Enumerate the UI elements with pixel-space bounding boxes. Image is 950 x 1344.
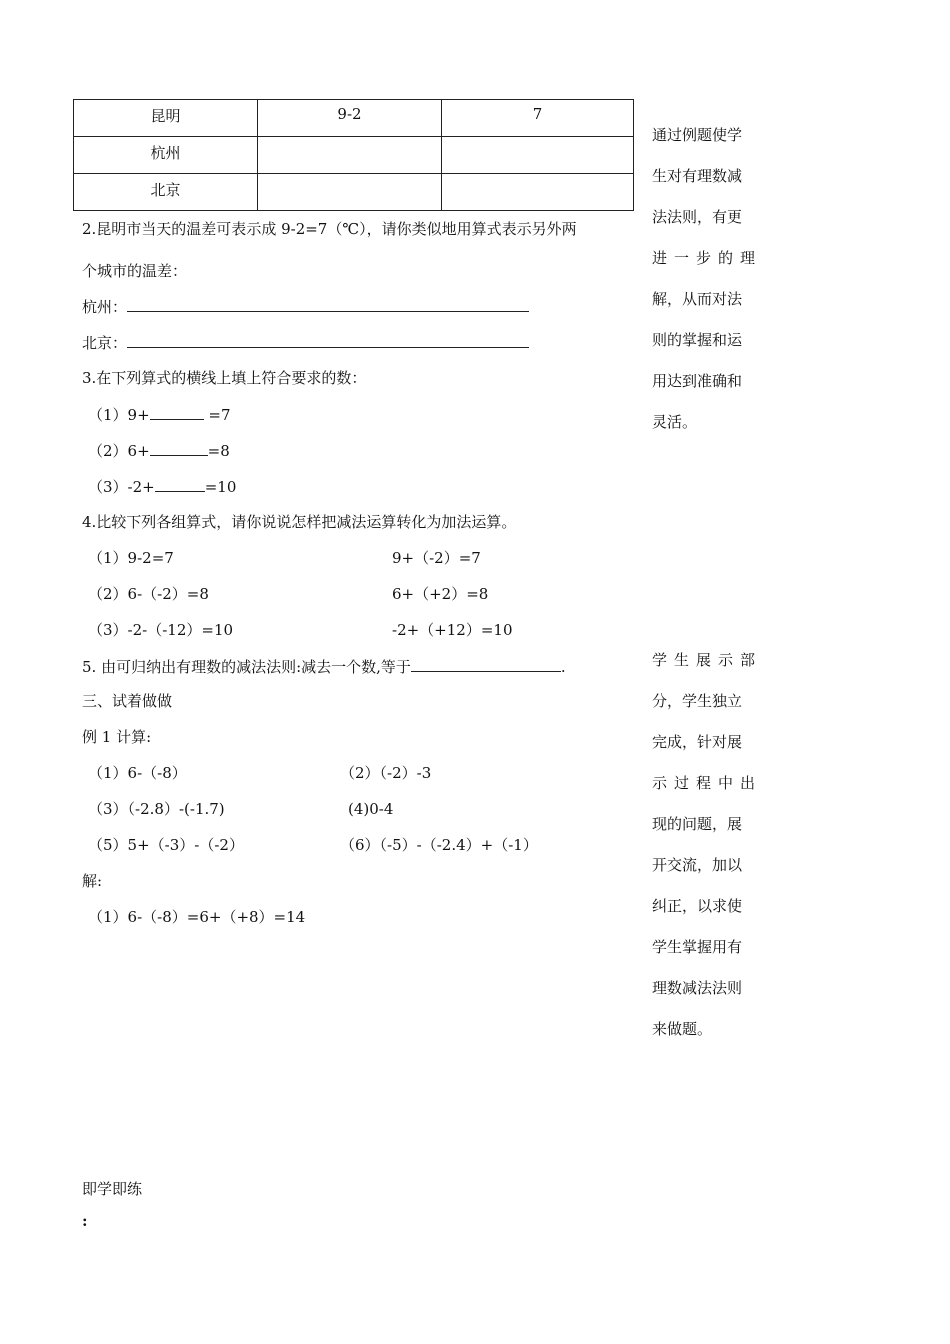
- side-note-line: 则的掌握和运: [652, 331, 743, 349]
- q3-item-2-suffix: =8: [207, 442, 230, 460]
- q5-suffix: .: [560, 658, 566, 676]
- example-item-2: （2）（-2）-3: [340, 764, 432, 782]
- hangzhou-answer-line[interactable]: [82, 296, 529, 317]
- side-note-line: 进一步的理: [652, 249, 763, 267]
- solution-label: 解:: [82, 872, 103, 890]
- side-note-1: [652, 115, 763, 443]
- q3-item-1-suffix: =7: [203, 406, 231, 424]
- q5-line: [82, 656, 566, 677]
- q3-item-1-blank[interactable]: [150, 404, 204, 420]
- side-note-line: 来做题。: [652, 1020, 713, 1038]
- difference-cell: [442, 174, 634, 211]
- example-item-4: (4)0-4: [348, 800, 394, 818]
- table-row: [74, 137, 634, 174]
- practice-colon: :: [82, 1212, 88, 1230]
- q3-item-2-blank[interactable]: [150, 440, 208, 456]
- city-cell: 昆明: [74, 100, 258, 137]
- side-note-line: 学生掌握用有: [652, 938, 743, 956]
- side-note-line: 现的问题，展: [652, 815, 743, 833]
- practice-title: 即学即练: [82, 1180, 143, 1198]
- q4-title: 4.比较下列各组算式，请你说说怎样把减法运算转化为加法运算。: [82, 513, 517, 531]
- q3-item-2-prefix: （2）6+: [88, 442, 150, 460]
- q4-right-2: 6+（+2）=8: [392, 585, 489, 603]
- q3-item-3: [88, 476, 236, 497]
- q2-line2: 个城市的温差：: [82, 262, 188, 280]
- beijing-blank[interactable]: [127, 332, 529, 348]
- q3-item-1: [88, 404, 231, 425]
- q3-item-3-suffix: =10: [204, 478, 237, 496]
- side-note-line: 理数减法法则: [652, 979, 743, 997]
- q2-line1: 2.昆明市当天的温差可表示成 9-2=7（℃），请你类似地用算式表示另外两: [82, 220, 577, 238]
- q3-item-1-prefix: （1）9+: [88, 406, 150, 424]
- side-note-line: 示过程中出: [652, 774, 763, 792]
- side-note-line: 用达到准确和: [652, 372, 743, 390]
- q4-right-3: -2+（+12）=10: [392, 621, 513, 639]
- q3-title: 3.在下列算式的横线上填上符合要求的数：: [82, 369, 367, 387]
- q4-left-3: （3）-2-（-12）=10: [88, 621, 234, 639]
- city-cell: 杭州: [74, 137, 258, 174]
- temperature-table: [73, 99, 634, 211]
- side-note-line: 纠正，以求使: [652, 897, 743, 915]
- q4-left-2: （2）6-（-2）=8: [88, 585, 209, 603]
- hangzhou-label: 杭州：: [82, 298, 128, 316]
- side-note-line: 生对有理数减: [652, 167, 743, 185]
- example-item-1: （1）6-（-8）: [88, 764, 187, 782]
- side-note-line: 学生展示部: [652, 651, 763, 669]
- city-cell: 北京: [74, 174, 258, 211]
- side-note-2: [652, 640, 763, 1050]
- q3-item-3-blank[interactable]: [155, 476, 205, 492]
- side-note-line: 开交流，加以: [652, 856, 743, 874]
- side-note-line: 分，学生独立: [652, 692, 743, 710]
- beijing-answer-line[interactable]: [82, 332, 529, 353]
- side-note-line: 通过例题使学: [652, 126, 743, 144]
- table-row: [74, 100, 634, 137]
- example-label: 例 1 计算:: [82, 728, 152, 746]
- difference-cell: [442, 137, 634, 174]
- expression-cell: [258, 174, 442, 211]
- q4-left-1: （1）9-2=7: [88, 549, 174, 567]
- side-note-line: 解，从而对法: [652, 290, 743, 308]
- hangzhou-blank[interactable]: [127, 296, 529, 312]
- side-note-line: 灵活。: [652, 413, 698, 431]
- side-note-line: 法法则，有更: [652, 208, 743, 226]
- beijing-label: 北京：: [82, 334, 128, 352]
- q5-prefix: 5. 由可归纳出有理数的减法法则:减去一个数,等于: [82, 658, 411, 676]
- q3-item-2: [88, 440, 230, 461]
- solution-line-1: （1）6-（-8）=6+（+8）=14: [88, 908, 306, 926]
- example-item-3: （3）（-2.8）-(-1.7): [88, 800, 225, 818]
- example-item-5: （5）5+（-3）-（-2）: [88, 836, 244, 854]
- example-item-6: （6）（-5）-（-2.4）+（-1）: [340, 836, 538, 854]
- section-heading: 三、试着做做: [82, 692, 173, 710]
- expression-cell: [258, 137, 442, 174]
- expression-cell: 9-2: [258, 100, 442, 137]
- table-row: [74, 174, 634, 211]
- difference-cell: 7: [442, 100, 634, 137]
- q3-item-3-prefix: （3）-2+: [88, 478, 155, 496]
- q5-blank[interactable]: [411, 656, 561, 672]
- q4-right-1: 9+（-2）=7: [392, 549, 481, 567]
- side-note-line: 完成，针对展: [652, 733, 743, 751]
